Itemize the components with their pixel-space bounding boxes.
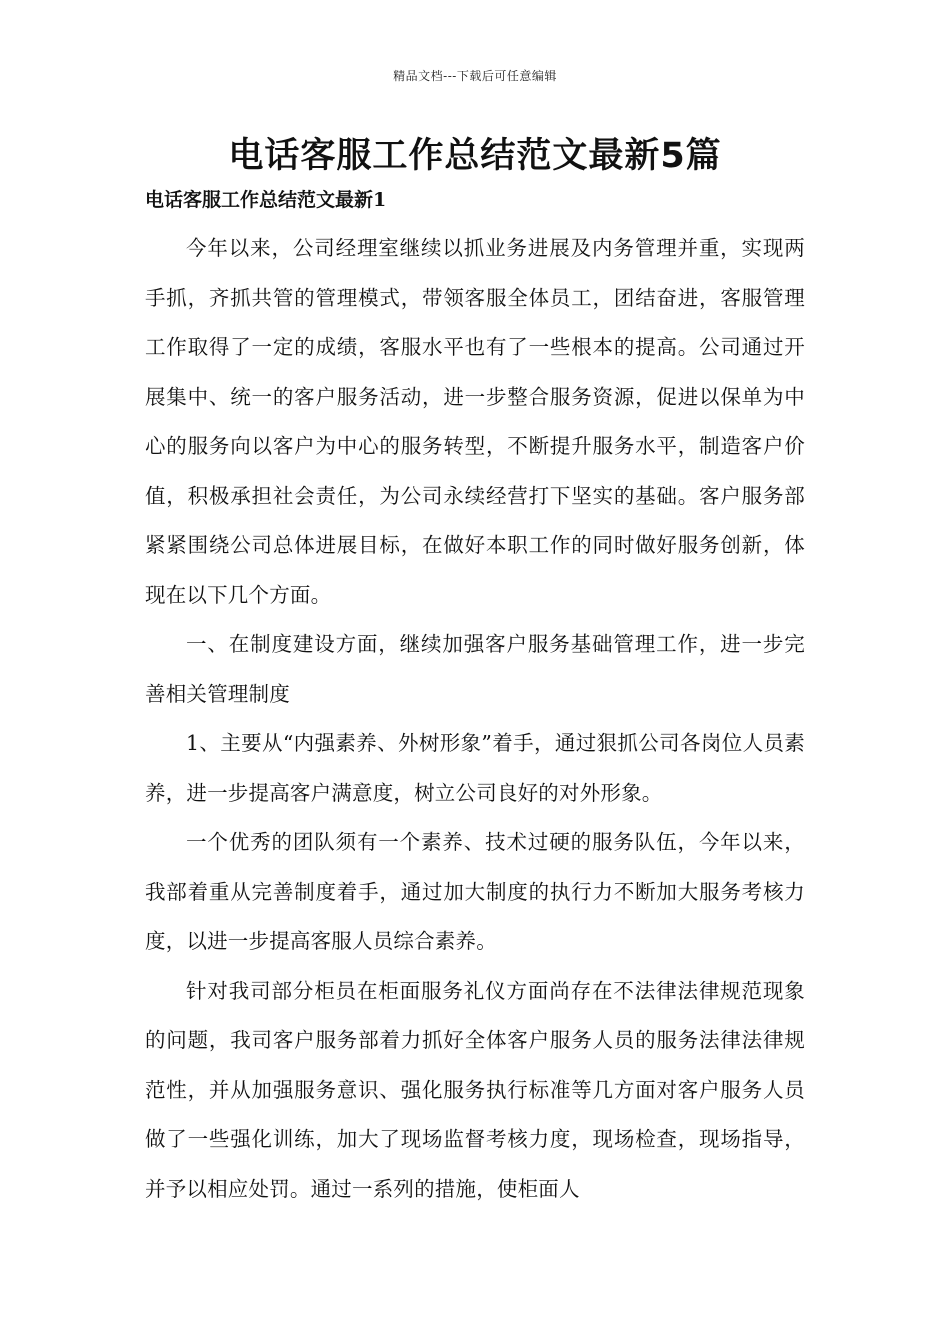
section-title: 电话客服工作总结范文最新1 xyxy=(145,189,387,211)
paragraph: 一个优秀的团队须有一个素养、技术过硬的服务队伍，今年以来，我部着重从完善制度着手，通过加大制度的执行力不断加大服务考核力度，以进一步提高客服人员综合素养。 xyxy=(145,830,805,953)
paragraph: 一、在制度建设方面，继续加强客户服务基础管理工作，进一步完善相关管理制度 xyxy=(145,632,805,706)
document-body xyxy=(145,224,805,1214)
paragraph: 1、主要从“内强素养、外树形象”着手，通过狠抓公司各岗位人员素养，进一步提高客户满意度，树立公司良好的对外形象。 xyxy=(145,731,805,805)
document-title: 电话客服工作总结范文最新5篇 xyxy=(228,136,722,176)
paragraph: 今年以来，公司经理室继续以抓业务进展及内务管理并重，实现两手抓，齐抓共管的管理模式，带领客服全体员工，团结奋进，客服管理工作取得了一定的成绩，客服水平也有了一些根本的提高。公司通过开展集中、统一的客户服务活动，进一步整合服务资源，促进以保单为中心的服务向以客户为中心的服务转型，不断提升服务水平，制造客户价值，积极承担社会责任，为公司永续经营打下坚实的基础。客户服务部紧紧围绕公司总体进展目标，在做好本职工作的同时做好服务创新，体现在以下几个方面。 xyxy=(145,236,805,607)
paragraph: 针对我司部分柜员在柜面服务礼仪方面尚存在不法律法律规范现象的问题，我司客户服务部着力抓好全体客户服务人员的服务法律法律规范性，并从加强服务意识、强化服务执行标准等几方面对客户服务人员做了一些强化训练，加大了现场监督考核力度，现场检查，现场指导，并予以相应处罚。通过一系列的措施，使柜面人 xyxy=(145,978,805,1201)
header-note: 精品文档---下载后可任意编辑 xyxy=(393,69,557,83)
